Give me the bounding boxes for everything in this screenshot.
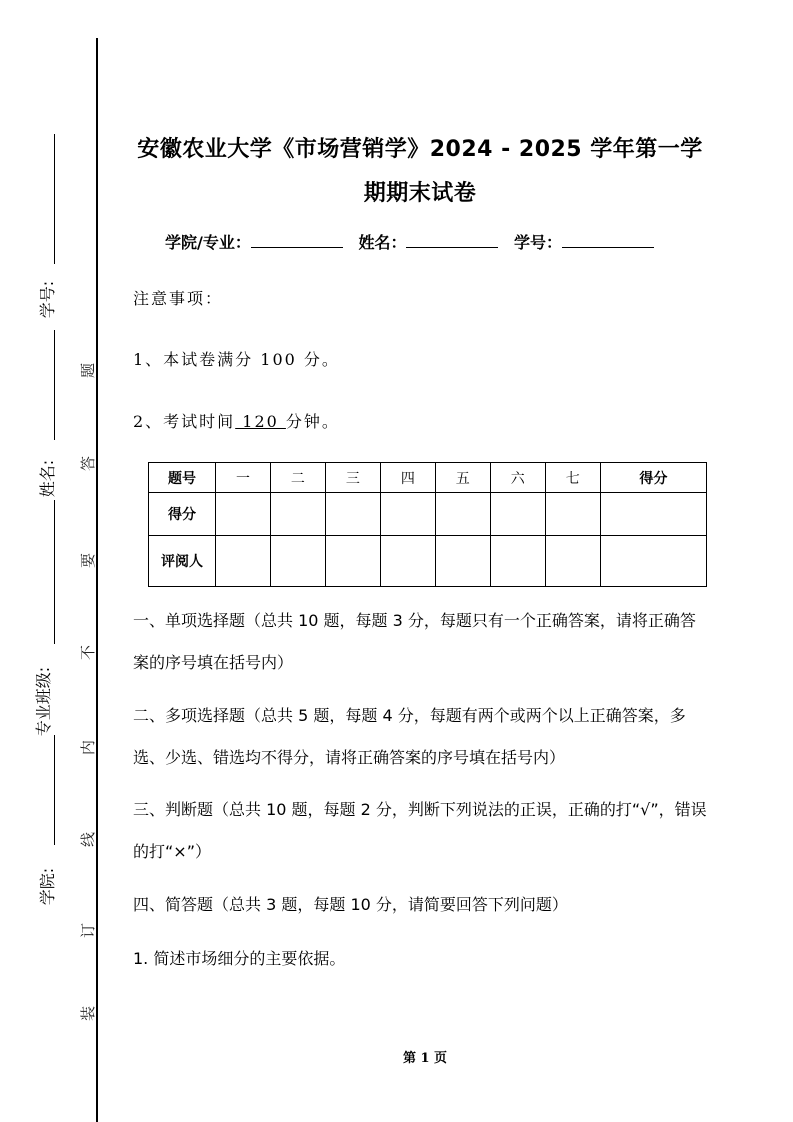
page-title-line2: 期期末试卷 (363, 181, 477, 206)
notes-heading: 注意事项： (133, 289, 224, 308)
seal-char: 不 (79, 644, 98, 661)
margin-name-label: 姓名: (38, 459, 58, 498)
section-single-choice: 一、单项选择题（总共 10 题，每题 3 分，每题只有一个正确答案，请将正确答案的序号填在括号内） (133, 611, 696, 672)
score-cell[interactable] (545, 493, 600, 536)
college-blank-line (54, 735, 55, 845)
page-title-line1: 安徽农业大学《市场营销学》2024 - 2025 学年第一学 (137, 137, 703, 162)
reviewer-cell[interactable] (490, 536, 545, 587)
reviewer-cell[interactable] (380, 536, 435, 587)
college-major-label: 学院/专业： (165, 233, 251, 252)
score-cell[interactable] (325, 493, 380, 536)
header-cell: 四 (380, 463, 435, 493)
score-cell[interactable] (216, 493, 271, 536)
seal-char: 装 (79, 1005, 98, 1022)
seal-char: 题 (79, 362, 98, 379)
header-cell: 三 (325, 463, 380, 493)
seal-char: 订 (79, 922, 98, 939)
score-cell[interactable] (270, 493, 325, 536)
note-item-2-prefix: 2、考试时间 (133, 412, 236, 431)
score-cell[interactable] (435, 493, 490, 536)
header-cell: 五 (435, 463, 490, 493)
reviewer-cell[interactable] (545, 536, 600, 587)
section-multiple-choice: 二、多项选择题（总共 5 题，每题 4 分，每题有两个或两个以上正确答案，多选、少选、错选均不得分，请将正确答案的序号填在括号内） (133, 706, 686, 767)
exam-duration-value: 120 (235, 412, 286, 431)
page-number: 第 1 页 (402, 1051, 448, 1066)
student-info-line (165, 230, 664, 253)
score-cell[interactable] (600, 493, 706, 536)
reviewer-row (149, 536, 707, 587)
header-cell: 得分 (600, 463, 706, 493)
reviewer-cell[interactable] (435, 536, 490, 587)
row-label: 评阅人 (149, 536, 216, 587)
student-id-field[interactable] (562, 233, 654, 248)
note-item-2-suffix: 分钟。 (285, 412, 340, 431)
header-cell: 七 (545, 463, 600, 493)
seal-char: 要 (79, 552, 98, 569)
college-major-field[interactable] (251, 233, 343, 248)
class-blank-line (54, 500, 55, 644)
note-item-1: 1、本试卷满分 100 分。 (133, 350, 340, 369)
name-blank-line (54, 330, 55, 440)
reviewer-cell[interactable] (325, 536, 380, 587)
seal-char: 线 (79, 831, 98, 848)
section-short-answer: 四、简答题（总共 3 题，每题 10 分，请简要回答下列问题） (133, 895, 568, 914)
seal-char: 答 (79, 455, 98, 472)
header-cell: 二 (270, 463, 325, 493)
reviewer-cell[interactable] (600, 536, 706, 587)
seal-char: 内 (79, 739, 98, 756)
header-cell: 题号 (149, 463, 216, 493)
student-id-label: 学号： (514, 233, 563, 252)
header-cell: 六 (490, 463, 545, 493)
reviewer-cell[interactable] (216, 536, 271, 587)
margin-student-id-label: 学号: (38, 280, 58, 319)
score-table-header-row (149, 463, 707, 493)
section-true-false: 三、判断题（总共 10 题，每题 2 分，判断下列说法的正误，正确的打“√”，错误的打“×”） (133, 800, 707, 861)
header-cell: 一 (216, 463, 271, 493)
row-label: 得分 (149, 493, 216, 536)
question-1: 1. 简述市场细分的主要依据。 (133, 949, 346, 968)
score-cell[interactable] (490, 493, 545, 536)
reviewer-cell[interactable] (270, 536, 325, 587)
score-table (148, 462, 707, 587)
score-row (149, 493, 707, 536)
binding-line (96, 38, 98, 1122)
score-cell[interactable] (380, 493, 435, 536)
name-field[interactable] (406, 233, 498, 248)
margin-class-label: 专业班级: (34, 666, 54, 737)
student-id-blank-line (54, 134, 55, 264)
note-item-2 (133, 409, 340, 432)
margin-college-label: 学院: (38, 867, 58, 906)
name-label: 姓名： (358, 233, 407, 252)
